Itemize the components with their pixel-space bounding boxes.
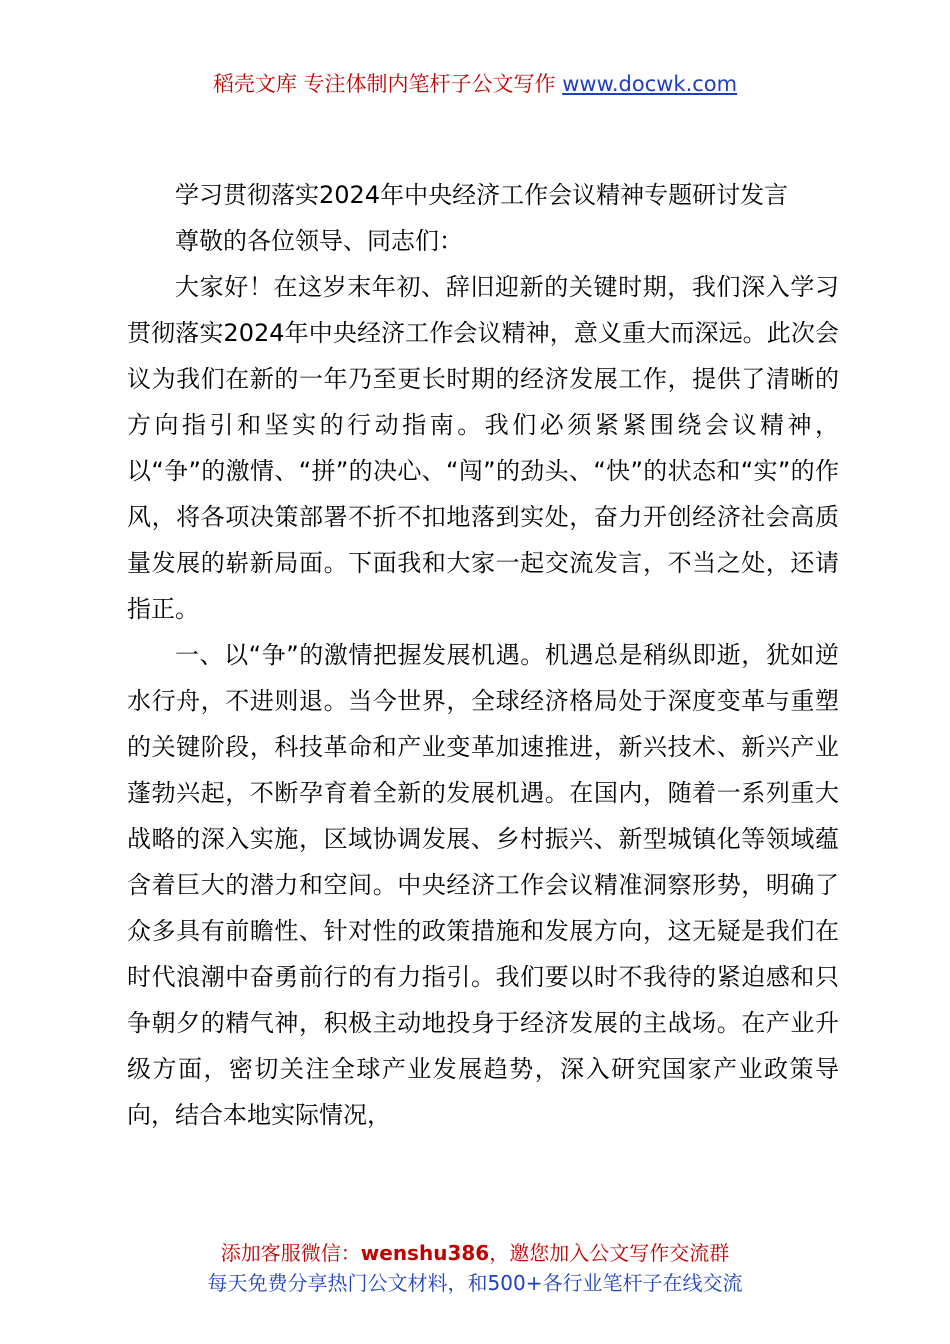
document-salutation: 尊敬的各位领导、同志们： <box>175 227 463 255</box>
header-brand-text: 稻壳文库 专注体制内笔杆子公文写作 <box>212 72 556 96</box>
footer-wechat-line <box>0 1238 950 1268</box>
header-site-link[interactable]: www.docwk.com <box>562 72 738 96</box>
footer-wechat-id: wenshu386 <box>360 1241 490 1265</box>
footer-wechat-prefix: 添加客服微信： <box>220 1241 361 1265</box>
footer-share-line: 每天免费分享热门公文材料，和500+各行业笔杆子在线交流 <box>207 1271 743 1295</box>
page-header <box>0 68 950 100</box>
document-body <box>127 172 839 1138</box>
document-title: 学习贯彻落实2024年中央经济工作会议精神专题研讨发言 <box>175 181 789 209</box>
paragraph-opening: 大家好！在这岁末年初、辞旧迎新的关键时期，我们深入学习贯彻落实2024年中央经济工作会议精神，意义重大而深远。此次会议为我们在新的一年乃至更长时期的经济发展工作，提供了清晰的方向指引和坚实的行动指南。我们必须紧紧围绕会议精神，以“争”的激情、“拼”的决心、“闯”的劲头、“快”的状态和“实”的作风，将各项决策部署不折不扣地落到实处，奋力开创经济社会高质量发展的崭新局面。下面我和大家一起交流发言，不当之处，还请指正。 <box>127 273 839 623</box>
page-footer <box>0 1238 950 1298</box>
paragraph-section-one: 一、以“争”的激情把握发展机遇。机遇总是稍纵即逝，犹如逆水行舟，不进则退。当今世界，全球经济格局处于深度变革与重塑的关键阶段，科技革命和产业变革加速推进，新兴技术、新兴产业蓬勃兴起，不断孕育着全新的发展机遇。在国内，随着一系列重大战略的深入实施，区域协调发展、乡村振兴、新型城镇化等领域蕴含着巨大的潜力和空间。中央经济工作会议精准洞察形势，明确了众多具有前瞻性、针对性的政策措施和发展方向，这无疑是我们在时代浪潮中奋勇前行的有力指引。我们要以时不我待的紧迫感和只争朝夕的精气神，积极主动地投身于经济发展的主战场。在产业升级方面，密切关注全球产业发展趋势，深入研究国家产业政策导向，结合本地实际情况， <box>127 641 839 1129</box>
footer-wechat-suffix: ，邀您加入公文写作交流群 <box>489 1241 730 1265</box>
